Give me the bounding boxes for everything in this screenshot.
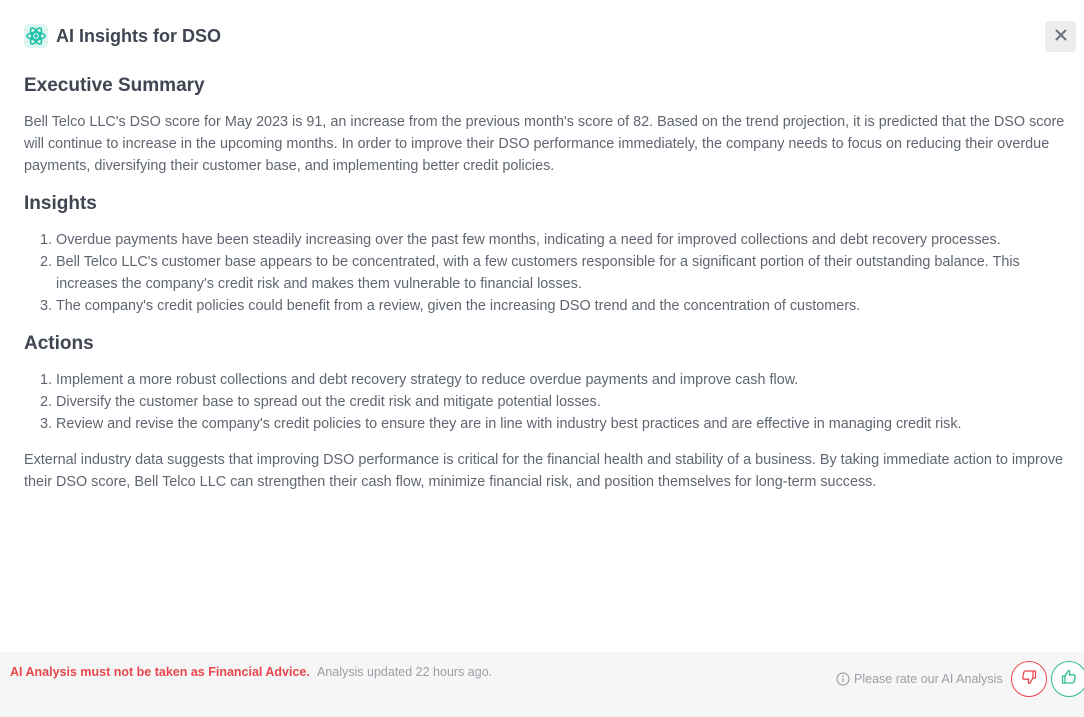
close-icon: [1055, 28, 1067, 46]
financial-advice-disclaimer: AI Analysis must not be taken as Financial Advice.: [10, 665, 310, 679]
closing-text: External industry data suggests that improving DSO performance is critical for the financial health and stability of a business. By taking immediate action to improve their DSO score, Bell Telco LLC can strengthen their cash flow, minimize financial risk, and position themselves for long-term success.: [24, 452, 1064, 490]
rating-prompt-label: Please rate our AI Analysis: [854, 672, 1003, 686]
atom-icon: [24, 24, 48, 48]
thumbs-up-button[interactable]: [1051, 661, 1084, 697]
executive-summary-heading: Executive Summary: [24, 75, 205, 96]
thumbs-up-icon: [1061, 669, 1077, 690]
actions-list: [24, 369, 1074, 435]
modal-title: AI Insights for DSO: [56, 25, 222, 46]
modal-header: [24, 24, 221, 48]
rating-prompt: [836, 672, 1003, 686]
insights-heading: Insights: [24, 193, 97, 214]
insights-content: [24, 73, 1074, 507]
thumbs-down-icon: [1021, 669, 1037, 690]
info-icon: [836, 672, 850, 686]
action-item: 1. Implement a more robust collections and debt recovery strategy to reduce overdue payments and improve cash flow.: [56, 369, 1074, 391]
thumbs-down-button[interactable]: [1011, 661, 1047, 697]
modal-footer: [0, 652, 1084, 717]
close-button[interactable]: [1045, 21, 1076, 52]
insight-item: 2. Bell Telco LLC's customer base appears to be concentrated, with a few customers responsible for a significant portion of their outstanding balance. This increases the company's credit risk and makes them vulnerable to financial losses.: [56, 251, 1074, 295]
action-item: 3. Review and revise the company's credit policies to ensure they are in line with industry best practices and are effective in managing credit risk.: [56, 413, 1074, 435]
actions-heading: Actions: [24, 333, 94, 354]
action-item: 2. Diversify the customer base to spread out the credit risk and mitigate potential losses.: [56, 391, 1074, 413]
analysis-updated-text: Analysis updated 22 hours ago.: [317, 665, 493, 679]
insights-list: [24, 229, 1074, 317]
executive-summary-text: Bell Telco LLC's DSO score for May 2023 is 91, an increase from the previous month's score of 82. Based on the trend projection, it is predicted that the DSO score will continue to increase in the upcoming months. In order to improve their DSO performance immediately, the company needs to focus on reducing their overdue payments, diversifying their customer base, and implementing better credit policies.: [24, 114, 1065, 174]
insight-item: 3. The company's credit policies could benefit from a review, given the increasing DSO trend and the concentration of customers.: [56, 295, 1074, 317]
insight-item: 1. Overdue payments have been steadily increasing over the past few months, indicating a need for improved collections and debt recovery processes.: [56, 229, 1074, 251]
